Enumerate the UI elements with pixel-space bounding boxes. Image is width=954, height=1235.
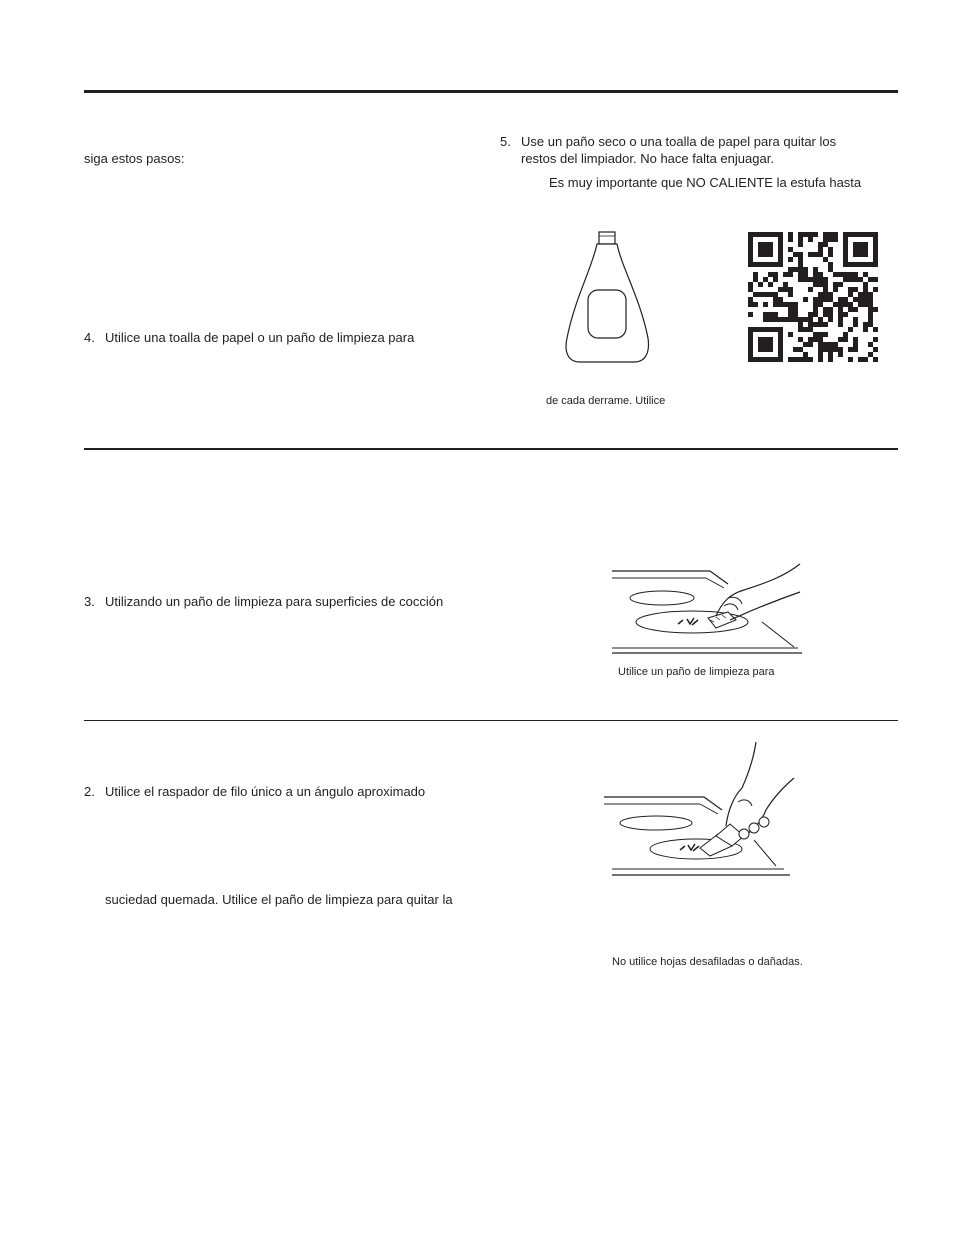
- step-2-text: Utilice el raspador de filo único a un ángulo aproximado: [105, 784, 426, 799]
- step-4: [84, 329, 414, 346]
- step-5-number: 5.: [500, 134, 511, 149]
- qr-code-icon: [748, 232, 878, 362]
- step-5: [500, 133, 836, 150]
- cooktop-scraping-illustration: [604, 740, 804, 880]
- warning-text: Es muy importante que NO CALIENTE la estufa hasta: [549, 175, 862, 190]
- step-2-number: 2.: [84, 784, 95, 799]
- section-rule-2: [84, 720, 898, 721]
- step-3-text: Utilizando un paño de limpieza para superficies de cocción: [105, 594, 444, 609]
- step-2: [84, 783, 425, 800]
- step-5-line-1: Use un paño seco o una toalla de papel para quitar los: [521, 134, 837, 149]
- cooktop-wiping-illustration: [612, 562, 807, 657]
- step-4-text: Utilice una toalla de papel o un paño de limpieza para: [105, 330, 415, 345]
- step-4-number: 4.: [84, 330, 95, 345]
- caption-scraper: No utilice hojas desafiladas o dañadas.: [612, 956, 803, 968]
- intro-text: siga estos pasos:: [84, 151, 185, 166]
- step-3-number: 3.: [84, 594, 95, 609]
- caption-spill: de cada derrame. Utilice: [546, 395, 666, 407]
- cleaner-bottle-icon: [560, 228, 660, 368]
- caption-wipe: Utilice un paño de limpieza para: [618, 666, 775, 678]
- top-rule: [84, 90, 898, 93]
- step-3: [84, 593, 443, 610]
- step-2-continuation: suciedad quemada. Utilice el paño de limpieza para quitar la: [105, 892, 453, 907]
- section-rule-1: [84, 448, 898, 450]
- step-5-line-2: restos del limpiador. No hace falta enjuagar.: [521, 151, 774, 166]
